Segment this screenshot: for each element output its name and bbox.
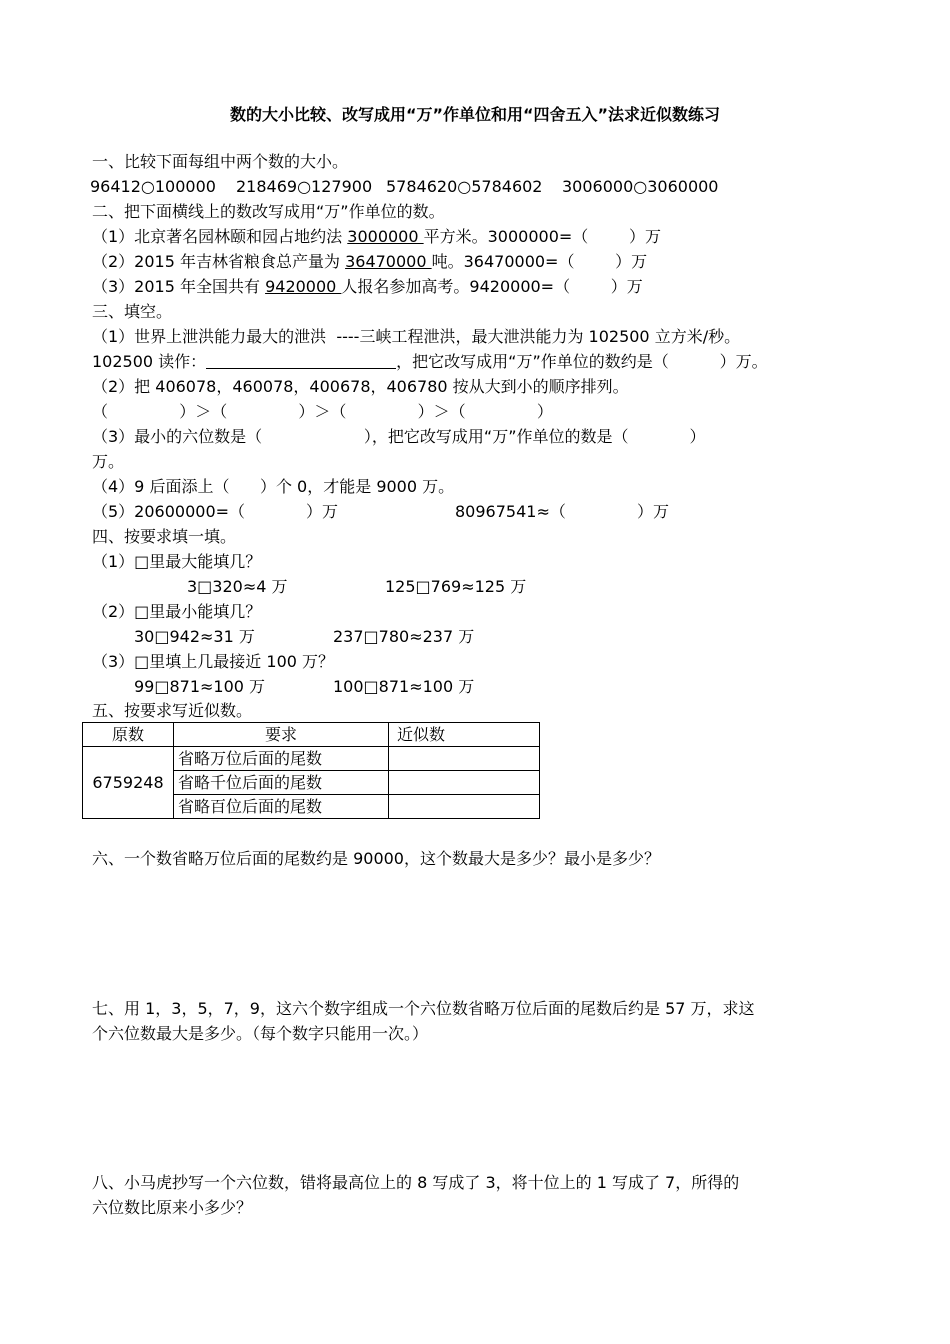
item-text: （3）2015 年全国共有 bbox=[92, 277, 266, 296]
answer-blank-line[interactable] bbox=[206, 352, 396, 369]
requirement-cell: 省略千位后面的尾数 bbox=[174, 771, 389, 795]
section-4-q3a: 99□871≈100 万 bbox=[134, 677, 266, 696]
item-text: （1）北京著名园林颐和园占地约法 bbox=[92, 227, 348, 246]
approximation-answer-cell[interactable] bbox=[389, 747, 540, 771]
underlined-number: 36470000 bbox=[345, 252, 432, 271]
section-4-q2: （2）□里最小能填几？ bbox=[92, 602, 262, 621]
compare-pair-3: 5784620○5784602 bbox=[386, 177, 543, 196]
approximation-table bbox=[82, 722, 540, 819]
header-approximation: 近似数 bbox=[389, 723, 540, 747]
header-original-number: 原数 bbox=[83, 723, 174, 747]
item-text: 平方米。3000000=（ ）万 bbox=[423, 227, 661, 246]
underlined-number: 3000000 bbox=[347, 227, 424, 246]
q1-read-label: 102500 读作： bbox=[92, 352, 207, 371]
approximation-answer-cell[interactable] bbox=[389, 795, 540, 819]
section-3-q2-line2: （ ）＞（ ）＞（ ）＞（ ） bbox=[92, 402, 553, 421]
compare-pair-4: 3006000○3060000 bbox=[562, 177, 719, 196]
section-3-q5b: 80967541≈（ ）万 bbox=[455, 502, 670, 521]
section-3-q3-line1: （3）最小的六位数是（ ），把它改写成用“万”作单位的数是（ ） bbox=[92, 427, 706, 446]
section-2-heading: 二、把下面横线上的数改写成用“万”作单位的数。 bbox=[92, 202, 445, 221]
section-3-heading: 三、填空。 bbox=[92, 302, 173, 321]
table-header-row bbox=[83, 723, 540, 747]
section-1-heading: 一、比较下面每组中两个数的大小。 bbox=[92, 152, 349, 171]
item-text: 吨。36470000=（ ）万 bbox=[431, 252, 648, 271]
section-3-q4: （4）9 后面添上（ ）个 0，才能是 9000 万。 bbox=[92, 477, 455, 496]
section-5-heading: 五、按要求写近似数。 bbox=[92, 701, 253, 720]
q1-convert-text: ，把它改写成用“万”作单位的数约是（ ）万。 bbox=[396, 352, 768, 371]
underlined-number: 9420000 bbox=[265, 277, 342, 296]
page-title: 数的大小比较、改写成用“万”作单位和用“四舍五入”法求近似数练习 bbox=[229, 105, 721, 124]
approximation-answer-cell[interactable] bbox=[389, 771, 540, 795]
requirement-cell: 省略百位后面的尾数 bbox=[174, 795, 389, 819]
section-3-q3-line2: 万。 bbox=[92, 452, 125, 471]
section-4-q1b: 125□769≈125 万 bbox=[385, 577, 527, 596]
section-3-q1-line1: （1）世界上泄洪能力最大的泄洪 ----三峡工程泄洪，最大泄洪能力为 102500 立方米/秒。 bbox=[92, 327, 741, 346]
section-4-heading: 四、按要求填一填。 bbox=[92, 527, 237, 546]
item-text: 人报名参加高考。9420000=（ ）万 bbox=[341, 277, 643, 296]
section-8-line1: 八、小马虎抄写一个六位数，错将最高位上的 8 写成了 3，将十位上的 1 写成了 7，所得的 bbox=[92, 1173, 740, 1192]
requirement-cell: 省略万位后面的尾数 bbox=[174, 747, 389, 771]
section-7-line2: 个六位数最大是多少。（每个数字只能用一次。） bbox=[92, 1024, 429, 1043]
section-4-q3: （3）□里填上几最接近 100 万？ bbox=[92, 652, 335, 671]
compare-pair-1: 96412○100000 bbox=[90, 177, 216, 196]
section-2-item-3 bbox=[92, 276, 643, 298]
original-number-cell: 6759248 bbox=[83, 747, 174, 819]
table-row bbox=[83, 747, 540, 771]
section-4-q2a: 30□942≈31 万 bbox=[134, 627, 255, 646]
item-text: （2）2015 年吉林省粮食总产量为 bbox=[92, 252, 346, 271]
section-7-line1: 七、用 1，3，5，7，9，这六个数字组成一个六位数省略万位后面的尾数后约是 57 万，求这 bbox=[92, 999, 755, 1018]
section-4-q3b: 100□871≈100 万 bbox=[333, 677, 475, 696]
section-2-item-2 bbox=[92, 251, 647, 273]
section-4-q1a: 3□320≈4 万 bbox=[187, 577, 288, 596]
section-3-q5a: （5）20600000=（ ）万 bbox=[92, 502, 339, 521]
section-4-q1: （1）□里最大能填几？ bbox=[92, 552, 262, 571]
section-2-item-1 bbox=[92, 226, 661, 248]
section-6-question: 六、一个数省略万位后面的尾数约是 90000，这个数最大是多少？最小是多少？ bbox=[92, 849, 660, 868]
section-3-q1-line2 bbox=[92, 351, 768, 373]
compare-pair-2: 218469○127900 bbox=[236, 177, 373, 196]
section-3-q2-line1: （2）把 406078，460078，400678，406780 按从大到小的顺序排列。 bbox=[92, 377, 629, 396]
section-4-q2b: 237□780≈237 万 bbox=[333, 627, 475, 646]
section-8-line2: 六位数比原来小多少？ bbox=[92, 1198, 253, 1217]
header-requirement: 要求 bbox=[174, 723, 389, 747]
